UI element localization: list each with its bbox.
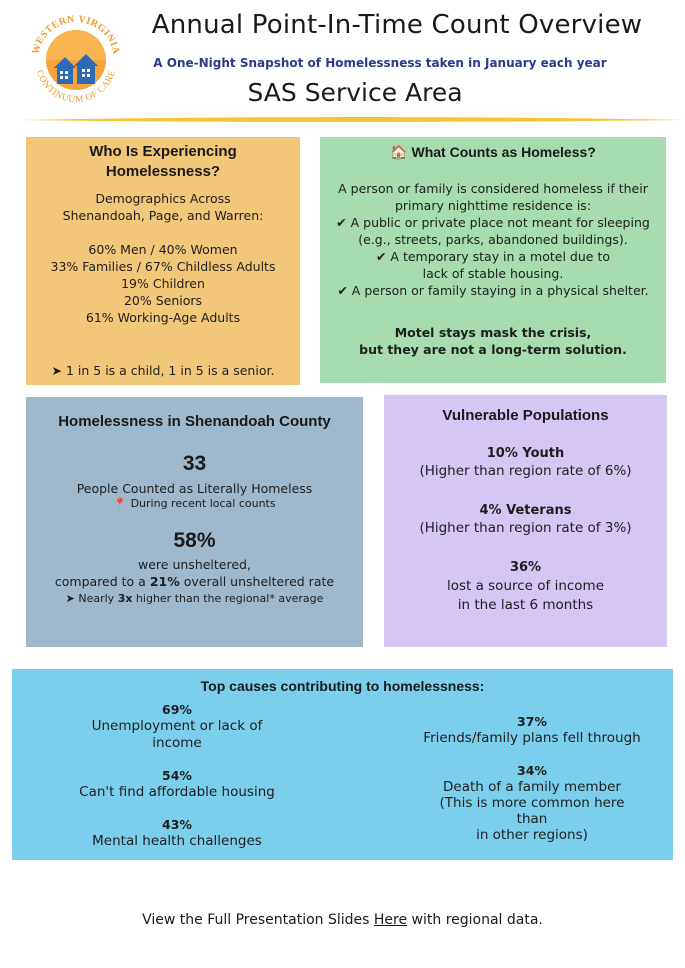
income-note — [384, 577, 667, 615]
what-card — [320, 137, 666, 383]
what-line: ✔ A public or private place not meant for sleeping — [336, 215, 650, 230]
what-emphasis-line: Motel stays mask the crisis, — [394, 325, 592, 340]
what-definition — [320, 180, 666, 299]
cause-pct: 43% — [162, 817, 192, 832]
cause-label: in other regions) — [476, 827, 588, 843]
unsheltered-compare — [26, 573, 363, 590]
cause-item — [402, 713, 662, 747]
compare-text: compared to a — [54, 574, 150, 589]
svg-text:CONTINUUM OF CARE: CONTINUUM OF CARE — [34, 68, 118, 106]
cause-pct: 69% — [162, 702, 192, 717]
who-stat: 61% Working-Age Adults — [85, 310, 241, 325]
footer-post: with regional data. — [407, 912, 543, 928]
income-pct: 36% — [509, 560, 542, 575]
note-text: higher than the regional* average — [132, 592, 324, 605]
veterans-pct: 4% Veterans — [479, 503, 572, 518]
causes-card — [12, 669, 673, 860]
what-line: (e.g., streets, parks, abandoned buildings). — [358, 232, 628, 247]
vulnerable-heading: Vulnerable Populations — [442, 407, 609, 424]
veterans-note: (Higher than region rate of 3%) — [419, 520, 632, 536]
unsheltered-pct: 58% — [173, 529, 216, 552]
what-emphasis-line: but they are not a long-term solution. — [359, 342, 627, 357]
page-subtitle: A One-Night Snapshot of Homelessness taken in January each year — [153, 56, 607, 70]
who-stat: 19% Children — [121, 276, 205, 291]
who-note: ➤ 1 in 5 is a child, 1 in 5 is a senior. — [51, 363, 275, 378]
who-intro-line: Demographics Across — [95, 191, 231, 206]
who-intro — [26, 190, 300, 224]
income-line: lost a source of income — [446, 578, 605, 594]
cause-item — [42, 701, 312, 752]
who-intro-line: Shenandoah, Page, and Warren: — [62, 208, 264, 223]
cause-pct: 34% — [517, 763, 547, 778]
what-line: A person or family is considered homeless if their — [338, 181, 648, 196]
cause-label: Friends/family plans fell through — [423, 730, 641, 746]
count-note: 📍 During recent local counts — [113, 497, 276, 510]
page-title: Annual Point-In-Time Count Overview — [151, 10, 643, 40]
compare-rate: 21% — [149, 574, 180, 589]
who-stats-list — [26, 241, 300, 326]
cause-label: Death of a family member — [443, 779, 621, 795]
who-stat: 20% Seniors — [123, 293, 203, 308]
unsheltered-label: were unsheltered, — [138, 557, 251, 572]
shenandoah-heading: Homelessness in Shenandoah County — [58, 413, 331, 430]
what-line: ✔ A person or family staying in a physical shelter. — [337, 283, 649, 298]
cause-label: (This is more common here — [439, 795, 625, 811]
svg-text:WESTERN VIRGINIA: WESTERN VIRGINIA — [30, 13, 122, 56]
vulnerable-card — [384, 395, 667, 647]
youth-note: (Higher than region rate of 6%) — [419, 463, 632, 479]
cause-item — [42, 816, 312, 850]
service-area-title: SAS Service Area — [247, 78, 463, 107]
continuum-of-care-logo — [24, 8, 128, 108]
note-multiplier: 3x — [117, 592, 133, 605]
homeless-count-label: People Counted as Literally Homeless — [76, 481, 313, 496]
what-line: primary nighttime residence is: — [394, 198, 592, 213]
footer-text — [0, 912, 685, 928]
cause-item — [402, 762, 662, 843]
header-divider — [20, 116, 684, 124]
causes-heading: Top causes contributing to homelessness: — [200, 678, 485, 694]
compare-text: overall unsheltered rate — [179, 574, 335, 589]
homeless-count: 33 — [182, 452, 207, 475]
cause-item — [42, 767, 312, 801]
note-text: ➤ Nearly — [65, 592, 118, 605]
cause-label: Can't find affordable housing — [79, 784, 275, 800]
who-card — [26, 137, 300, 385]
cause-label: Unemployment or lack of — [91, 718, 263, 734]
cause-pct: 37% — [517, 714, 547, 729]
who-stat: 60% Men / 40% Women — [88, 242, 238, 257]
what-line: lack of stable housing. — [422, 266, 564, 281]
what-heading: 🏠 What Counts as Homeless? — [390, 144, 596, 160]
youth-pct: 10% Youth — [486, 446, 565, 461]
shenandoah-card — [26, 397, 363, 647]
what-emphasis — [320, 324, 666, 358]
cause-label: than — [516, 811, 548, 827]
regional-note — [26, 592, 363, 605]
cause-label: income — [152, 735, 202, 751]
who-heading-line: Who Is Experiencing — [89, 143, 237, 160]
cause-pct: 54% — [162, 768, 192, 783]
what-line: ✔ A temporary stay in a motel due to — [375, 249, 610, 264]
who-heading-line: Homelessness? — [105, 163, 221, 180]
presentation-slides-link[interactable]: Here — [373, 912, 408, 928]
footer-pre: View the Full Presentation Slides — [142, 912, 374, 928]
who-heading — [26, 142, 300, 182]
cause-label: Mental health challenges — [92, 833, 262, 849]
income-line: in the last 6 months — [457, 597, 594, 613]
who-stat: 33% Families / 67% Childless Adults — [50, 259, 276, 274]
